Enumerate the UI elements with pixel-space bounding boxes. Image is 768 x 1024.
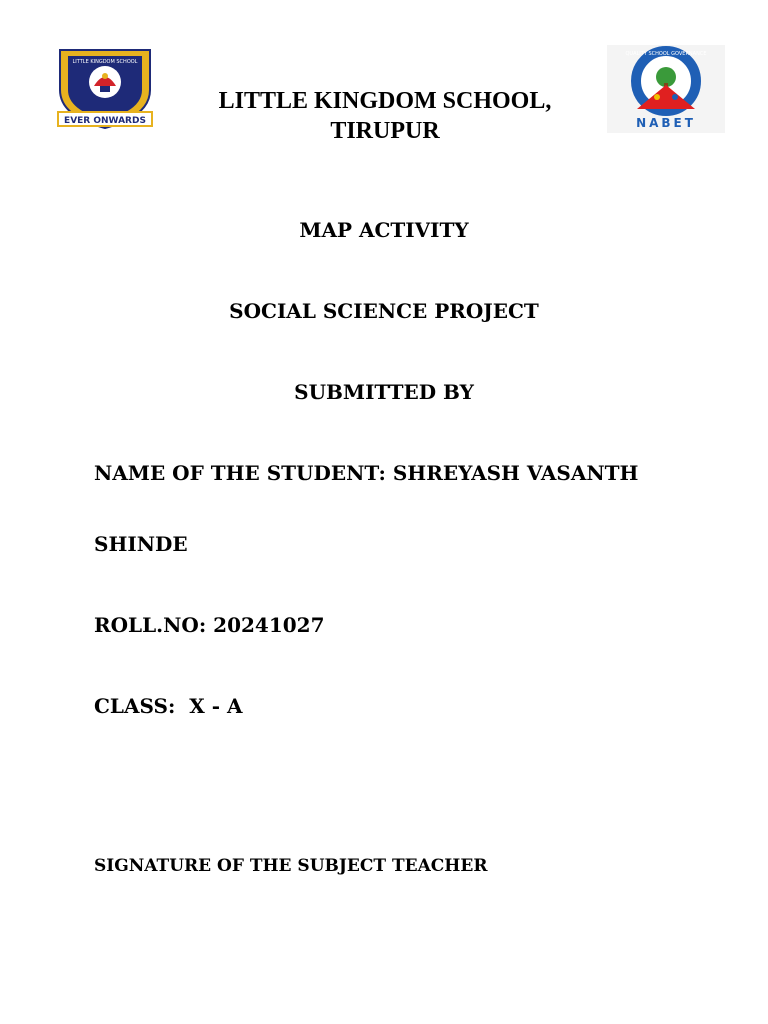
roll-number: ROLL.NO: 20241027 bbox=[94, 613, 325, 637]
nabet-org-text: NABET bbox=[636, 116, 696, 130]
school-name-line2: TIRUPUR bbox=[330, 118, 440, 144]
crest-arc-text: LITTLE KINGDOM SCHOOL bbox=[72, 59, 138, 65]
activity-title: MAP ACTIVITY bbox=[299, 218, 469, 242]
student-name-label: NAME OF THE STUDENT: SHREYASH VASANTH bbox=[94, 461, 639, 485]
school-crest-logo bbox=[54, 46, 156, 134]
class-section: CLASS: X - A bbox=[94, 694, 243, 718]
school-name bbox=[170, 86, 600, 146]
signature-line: SIGNATURE OF THE SUBJECT TEACHER bbox=[94, 856, 488, 876]
nabet-arc-text: QUALITY SCHOOL GOVERNANCE bbox=[625, 51, 707, 57]
school-name-line1: LITTLE KINGDOM SCHOOL, bbox=[218, 88, 552, 114]
project-title: SOCIAL SCIENCE PROJECT bbox=[229, 299, 539, 323]
submitted-by-heading: SUBMITTED BY bbox=[294, 380, 474, 404]
student-name-continued: SHINDE bbox=[94, 532, 188, 556]
crest-ribbon-text: EVER ONWARDS bbox=[64, 116, 146, 126]
nabet-logo bbox=[607, 45, 725, 133]
